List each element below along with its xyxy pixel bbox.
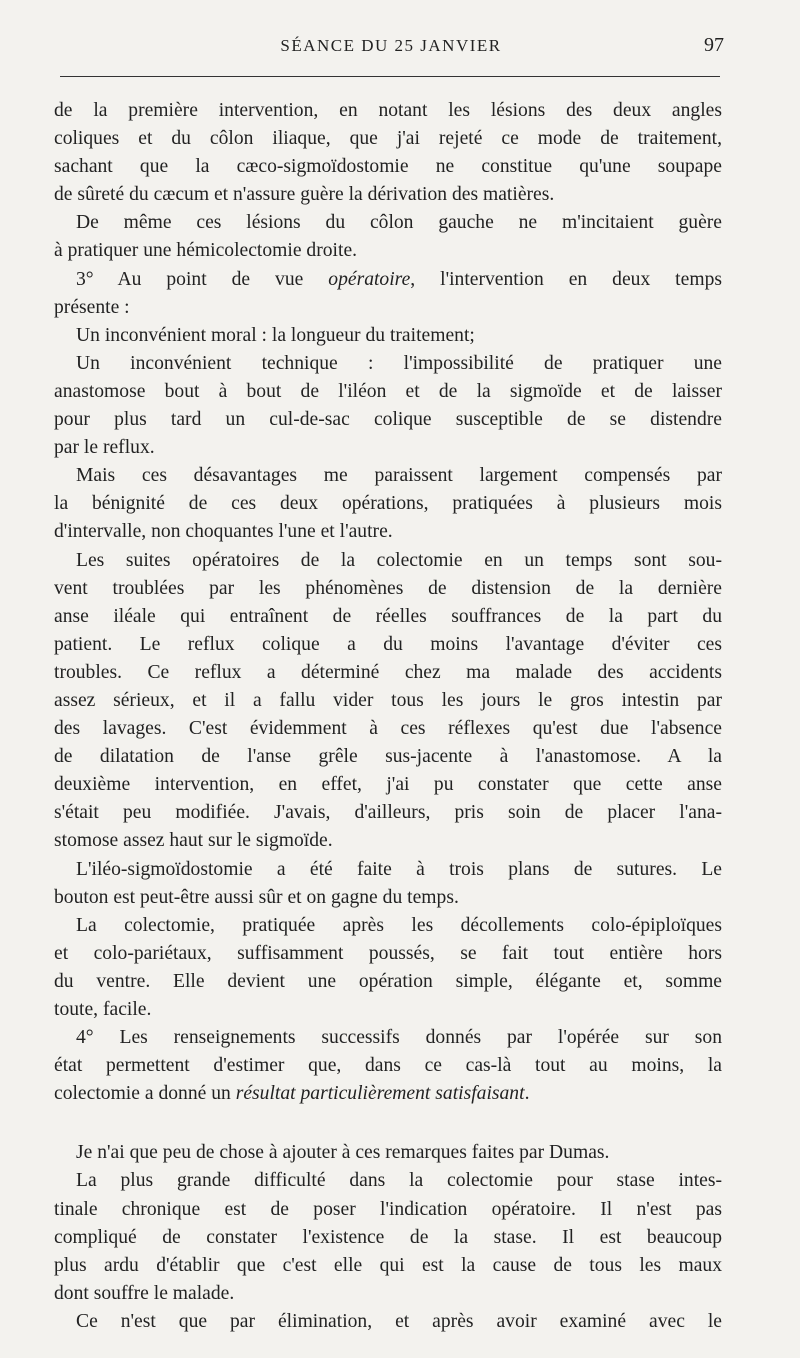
line-text: sachant que la cæco-sigmoïdostomie ne constitue qu'une soupape bbox=[54, 156, 722, 178]
line-text: à pratiquer une hémicolectomie droite. bbox=[54, 240, 358, 262]
line-text: compliqué de constater l'existence de la stase. Il est beaucoup bbox=[54, 1226, 722, 1248]
paragraph-gap bbox=[54, 1108, 722, 1139]
line-text: présente : bbox=[54, 296, 130, 318]
text-line bbox=[54, 209, 722, 237]
text-line bbox=[54, 715, 722, 743]
line-text: stomose assez haut sur le sigmoïde. bbox=[54, 830, 333, 852]
text-line bbox=[54, 968, 722, 996]
text-line bbox=[54, 350, 722, 378]
line-text: Mais ces désavantages me paraissent largement compensés par bbox=[76, 465, 722, 487]
page-number: 97 bbox=[704, 34, 724, 56]
text-line bbox=[54, 771, 722, 799]
line-text: De même ces lésions du côlon gauche ne m'incitaient guère bbox=[76, 212, 722, 234]
line-text: pour plus tard un cul-de-sac colique susceptible de se distendre bbox=[54, 409, 722, 431]
line-text: deuxième intervention, en effet, j'ai pu constater que cette anse bbox=[54, 774, 722, 796]
text-line bbox=[54, 1167, 722, 1195]
line-text: d'intervalle, non choquantes l'une et l'autre. bbox=[54, 521, 393, 543]
line-text: plus ardu d'établir que c'est elle qui est la cause de tous les maux bbox=[54, 1254, 722, 1276]
line-text: de dilatation de l'anse grêle sus-jacente à l'anastomose. A la bbox=[54, 746, 722, 768]
line-text: état permettent d'estimer que, dans ce cas-là tout au moins, la bbox=[54, 1055, 722, 1077]
italic-text: résultat particulièrement satisfaisant bbox=[235, 1083, 525, 1105]
text-line bbox=[54, 1308, 722, 1336]
line-text: Un inconvénient technique : l'impossibilité de pratiquer une bbox=[76, 352, 722, 374]
line-text: Les suites opératoires de la colectomie en un temps sont sou- bbox=[76, 549, 722, 571]
text-line bbox=[54, 153, 722, 181]
line-text: s'était peu modifiée. J'avais, d'ailleurs, pris soin de placer l'ana- bbox=[54, 802, 722, 824]
line-text: anse iléale qui entraînent de réelles souffrances de la part du bbox=[54, 605, 722, 627]
text-line bbox=[54, 294, 722, 322]
text-line bbox=[54, 575, 722, 603]
text-line bbox=[54, 1252, 722, 1280]
text-line bbox=[54, 799, 722, 827]
line-text: , l'intervention en deux temps bbox=[410, 268, 722, 290]
text-line bbox=[54, 125, 722, 153]
text-line bbox=[54, 490, 722, 518]
text-line bbox=[54, 827, 722, 855]
text-line bbox=[54, 687, 722, 715]
line-text: patient. Le reflux colique a du moins l'avantage d'éviter ces bbox=[54, 633, 722, 655]
line-text: tinale chronique est de poser l'indication opératoire. Il n'est pas bbox=[54, 1198, 722, 1220]
text-line bbox=[54, 631, 722, 659]
text-line bbox=[54, 743, 722, 771]
line-text: 3° Au point de vue bbox=[76, 268, 329, 290]
line-text: Je n'ai que peu de chose à ajouter à ces remarques faites par Dumas. bbox=[76, 1142, 610, 1164]
text-line bbox=[54, 237, 722, 265]
text-line bbox=[54, 434, 722, 462]
text-line bbox=[54, 659, 722, 687]
text-line bbox=[54, 266, 722, 294]
text-line bbox=[54, 322, 722, 350]
text-line bbox=[54, 378, 722, 406]
line-text: de sûreté du cæcum et n'assure guère la dérivation des matières. bbox=[54, 184, 555, 206]
text-line bbox=[54, 181, 722, 209]
line-text: 4° Les renseignements successifs donnés par l'opérée sur son bbox=[76, 1027, 722, 1049]
text-line bbox=[54, 884, 722, 912]
text-line bbox=[54, 1280, 722, 1308]
text-line bbox=[54, 547, 722, 575]
line-text: dont souffre le malade. bbox=[54, 1282, 235, 1304]
line-text: L'iléo-sigmoïdostomie a été faite à trois plans de sutures. Le bbox=[76, 858, 722, 880]
text-line bbox=[54, 1196, 722, 1224]
italic-text: opératoire bbox=[328, 268, 411, 290]
line-text: par le reflux. bbox=[54, 437, 155, 459]
text-line bbox=[54, 1052, 722, 1080]
text-line bbox=[54, 97, 722, 125]
text-line bbox=[54, 603, 722, 631]
header-rule bbox=[60, 76, 720, 77]
line-text: troubles. Ce reflux a déterminé chez ma malade des accidents bbox=[54, 661, 722, 683]
line-text: bouton est peut-être aussi sûr et on gagne du temps. bbox=[54, 886, 459, 908]
text-line bbox=[54, 1024, 722, 1052]
text-line bbox=[54, 856, 722, 884]
body-text bbox=[54, 97, 722, 1336]
text-line bbox=[54, 996, 722, 1024]
running-title: SÉANCE DU 25 JANVIER bbox=[280, 36, 502, 55]
line-text: du ventre. Elle devient une opération simple, élégante et, somme bbox=[54, 970, 722, 992]
line-text: colectomie a donné un bbox=[54, 1083, 236, 1105]
line-text: vent troublées par les phénomènes de distension de la dernière bbox=[54, 577, 722, 599]
line-text: toute, facile. bbox=[54, 999, 152, 1020]
line-text: la bénignité de ces deux opérations, pratiquées à plusieurs mois bbox=[54, 493, 722, 515]
text-line bbox=[54, 462, 722, 490]
line-text: Ce n'est que par élimination, et après avoir examiné avec le bbox=[76, 1310, 722, 1332]
text-line bbox=[54, 912, 722, 940]
line-text: . bbox=[524, 1083, 530, 1105]
line-text: Un inconvénient moral : la longueur du traitement; bbox=[76, 324, 475, 346]
line-text: La colectomie, pratiquée après les décollements colo-épiploïques bbox=[76, 914, 722, 936]
line-text: et colo-pariétaux, suffisamment poussés, se fait tout entière hors bbox=[54, 942, 722, 964]
text-line bbox=[54, 518, 722, 546]
line-text: de la première intervention, en notant les lésions des deux angles bbox=[54, 100, 722, 121]
text-line bbox=[54, 1139, 722, 1167]
text-line bbox=[54, 1224, 722, 1252]
line-text: anastomose bout à bout de l'iléon et de la sigmoïde et de laisser bbox=[54, 380, 722, 402]
line-text: assez sérieux, et il a fallu vider tous les jours le gros intestin par bbox=[54, 689, 722, 711]
text-line bbox=[54, 406, 722, 434]
line-text: des lavages. C'est évidemment à ces réflexes qu'est due l'absence bbox=[54, 718, 722, 740]
running-header bbox=[58, 36, 724, 60]
text-line bbox=[54, 940, 722, 968]
line-text: La plus grande difficulté dans la colectomie pour stase intes- bbox=[76, 1170, 722, 1192]
text-line bbox=[54, 1080, 722, 1108]
line-text: coliques et du côlon iliaque, que j'ai rejeté ce mode de traitement, bbox=[54, 128, 722, 150]
